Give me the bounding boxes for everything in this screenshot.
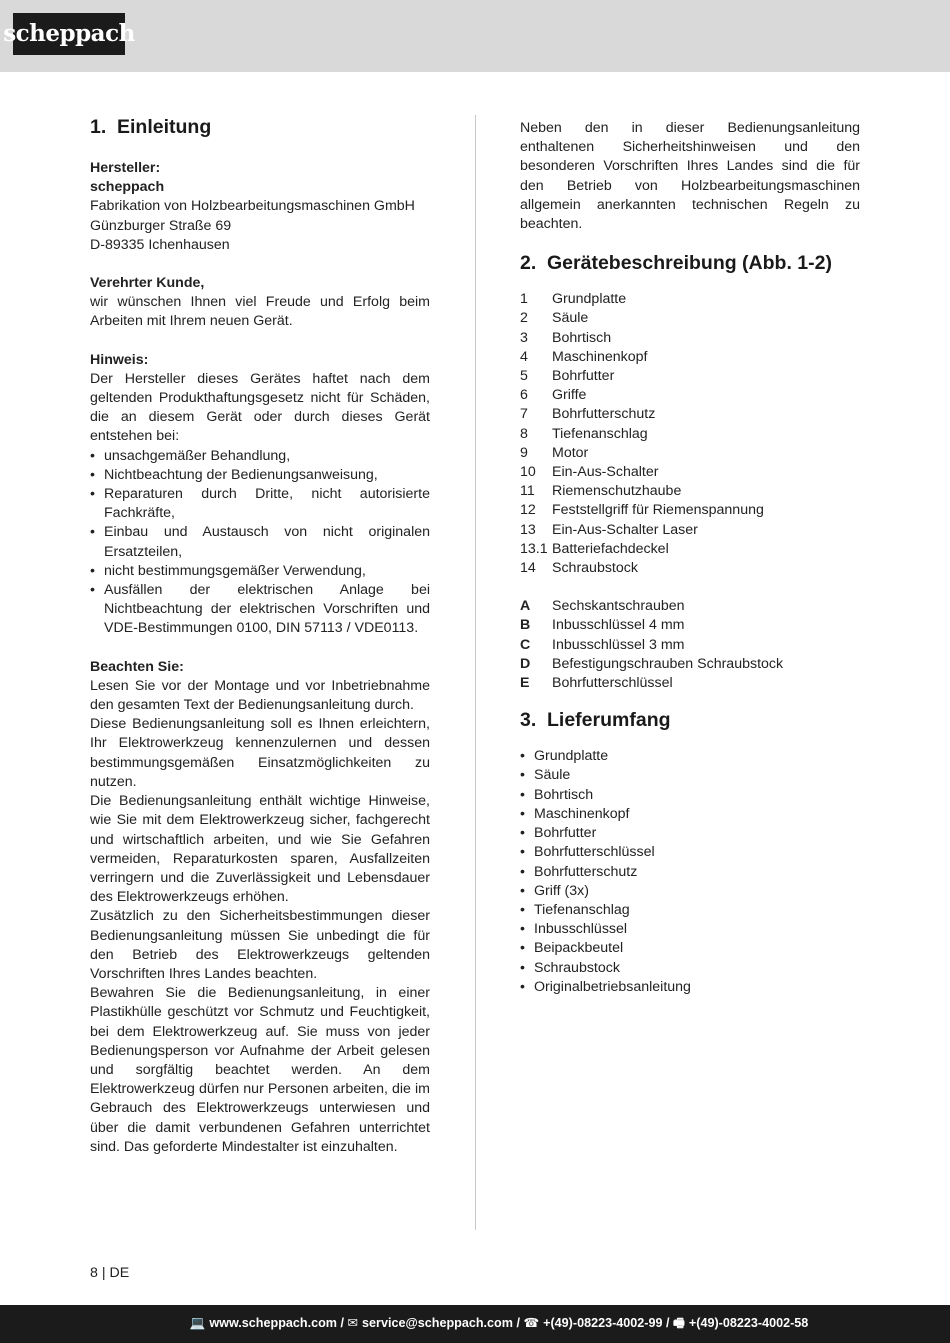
footer-bar: 💻 www.scheppach.com / ✉ service@scheppach.com / ☎ +(49)-08223-4002-99 / 🖷 +(49)-08223-4002-58 (0, 1305, 950, 1343)
mail-icon: ✉ (347, 1316, 359, 1331)
intro-text: Neben den in dieser Bedienungsanleitung enthaltenen Sicherheitshinweisen und den besonderen Vorschriften Ihres Landes sind die für den Betrieb von Holzbearbeitungsmaschinen allgemein anerkannten technischen Regeln zu beachten. (520, 120, 860, 233)
computer-icon: 💻 (189, 1316, 206, 1331)
list-item: 4 Maschinenkopf (520, 348, 648, 365)
column-divider (475, 115, 476, 1230)
accessories-list (520, 597, 860, 693)
manufacturer-line-1: Fabrikation von Holzbearbeitungsmaschinen GmbH (90, 198, 415, 215)
scheppach-logo: scheppach (13, 13, 125, 55)
website-link[interactable]: www.scheppach.com (209, 1316, 337, 1331)
list-item: 11 Riemenschutzhaube (520, 483, 682, 500)
list-item: • Beipackbeutel (520, 939, 860, 958)
header-bar (0, 0, 950, 72)
delivery-list (520, 747, 860, 997)
page-number: 8 | DE (90, 1265, 130, 1281)
list-item: 2 Säule (520, 310, 589, 327)
list-item: • Nichtbeachtung der Bedienungsanweisung, (90, 466, 430, 485)
manufacturer-label: Hersteller: (90, 160, 161, 176)
note-bullet-list (90, 447, 430, 639)
list-item: • Inbusschlüssel (520, 920, 860, 939)
list-item: • Säule (520, 766, 860, 785)
list-item: D Befestigungschrauben Schraubstock (520, 655, 784, 672)
list-item: 5 Bohrfutter (520, 368, 615, 385)
list-item: • Schraubstock (520, 959, 860, 978)
section-1-heading: 1. Einleitung (90, 116, 212, 138)
manufacturer-line-2: Günzburger Straße 69 (90, 217, 232, 234)
right-column (520, 119, 860, 997)
fax-number: +(49)-08223-4002-58 (688, 1316, 809, 1331)
list-item: • Bohrtisch (520, 786, 860, 805)
customer-block (90, 274, 430, 332)
list-item: • Einbau und Austausch von nicht originalen Ersatzteilen, (90, 523, 430, 561)
list-item: 7 Bohrfutterschutz (520, 406, 656, 423)
list-item: • Bohrfutterschutz (520, 863, 860, 882)
customer-text: wir wünschen Ihnen viel Freude und Erfolg beim Arbeiten mit Ihrem neuen Gerät. (90, 294, 430, 330)
list-item: E Bohrfutterschlüssel (520, 675, 673, 692)
list-item: • unsachgemäßer Behandlung, (90, 447, 430, 466)
email-link[interactable]: service@scheppach.com (362, 1316, 513, 1331)
list-item: • Ausfällen der elektrischen Anlage bei Nichtbeachtung der elektrischen Vorschriften und VDE-Bestimmungen 0100, DIN 57113 / VDE0113. (90, 581, 430, 639)
note-block (90, 351, 430, 639)
fax-icon: 🖷 (673, 1316, 685, 1331)
list-item: 3 Bohrtisch (520, 329, 612, 346)
list-item: 14 Schraubstock (520, 560, 638, 577)
list-item: • Griff (3x) (520, 882, 860, 901)
list-item: 10 Ein-Aus-Schalter (520, 464, 659, 481)
list-item: • Tiefenanschlag (520, 901, 860, 920)
observe-block (90, 658, 430, 1157)
list-item: 12 Feststellgriff für Riemenspannung (520, 502, 764, 519)
list-item: • Maschinenkopf (520, 805, 860, 824)
manufacturer-line-3: D-89335 Ichenhausen (90, 236, 230, 253)
section-2-heading: 2. Gerätebeschreibung (Abb. 1-2) (520, 252, 832, 275)
observe-paragraph-3: Die Bedienungsanleitung enthält wichtige Hinweise, wie Sie mit dem Elektrowerkzeug sicher, fachgerecht und wirtschaftlich arbeiten, und wie Sie Gefahren vermeiden, Reparaturkosten sparen, Ausfallzeiten verringern und die Zuverlässigkeit und Lebensdauer des Elektrowerkzeugs erhöhen. (90, 793, 430, 906)
customer-label: Verehrter Kunde, (90, 275, 205, 292)
manufacturer-name: scheppach (90, 179, 165, 196)
list-item: 13.1 Batteriefachdeckel (520, 540, 669, 557)
observe-paragraph-2: Diese Bedienungsanleitung soll es Ihnen erleichtern, Ihr Elektrowerkzeug kennenzulernen und dessen bestimmungsgemäßen Einsatzmöglichkeiten zu nutzen. (90, 716, 430, 790)
phone-number: +(49)-08223-4002-99 (543, 1316, 663, 1331)
list-item: • Grundplatte (520, 747, 860, 766)
list-item: C Inbusschlüssel 3 mm (520, 636, 685, 653)
observe-paragraph-5: Bewahren Sie die Bedienungsanleitung, in einer Plastikhülle geschützt vor Schmutz und Feuchtigkeit, bei dem Elektrowerkzeug auf. Sie muss von jeder Bedienungsperson vor Aufnahme der Arbeit gelesen und sorgfältig beachtet werden. An dem Elektrowerkzeug dürfen nur Personen arbeiten, die im Gebrauch des Elektrowerkzeugs unterwiesen und über die damit verbundenen Gefahren unterrichtet sind. Das geforderte Mindestalter ist einzuhalten. (90, 985, 430, 1155)
phone-icon: ☎ (523, 1316, 540, 1331)
list-item: B Inbusschlüssel 4 mm (520, 617, 685, 634)
note-label: Hinweis: (90, 351, 149, 368)
observe-paragraph-1: Lesen Sie vor der Montage und vor Inbetriebnahme den gesamten Text der Bedienungsanleitung durch. (90, 677, 430, 714)
section-3-heading: 3. Lieferumfang (520, 709, 671, 732)
list-item: A Sechskantschrauben (520, 598, 685, 615)
list-item: • Reparaturen durch Dritte, nicht autorisierte Fachkräfte, (90, 485, 430, 523)
observe-label: Beachten Sie: (90, 658, 184, 675)
list-item: • Bohrfutter (520, 824, 860, 843)
list-item: 9 Motor (520, 444, 589, 461)
list-item: • nicht bestimmungsgemäßer Verwendung, (90, 562, 430, 581)
note-text: Der Hersteller dieses Gerätes haftet nach dem geltenden Produkthaftungsgesetz nicht für Schäden, die an diesem Gerät oder durch dieses Gerät entstehen bei: (90, 370, 430, 445)
list-item: 6 Griffe (520, 387, 587, 404)
list-item: 1 Grundplatte (520, 291, 627, 308)
observe-paragraph-4: Zusätzlich zu den Sicherheitsbestimmungen dieser Bedienungsanleitung müssen Sie unbedingt die für den Betrieb des Elektrowerkzeugs geltenden Vorschriften Ihres Landes beachten. (90, 908, 430, 982)
list-item: 13 Ein-Aus-Schalter Laser (520, 521, 698, 538)
list-item: • Originalbetriebsanleitung (520, 978, 860, 997)
left-column (90, 114, 430, 1157)
parts-list (520, 290, 860, 578)
list-item: • Bohrfutterschlüssel (520, 843, 860, 862)
manufacturer-block (90, 159, 430, 255)
list-item: 8 Tiefenanschlag (520, 425, 648, 442)
